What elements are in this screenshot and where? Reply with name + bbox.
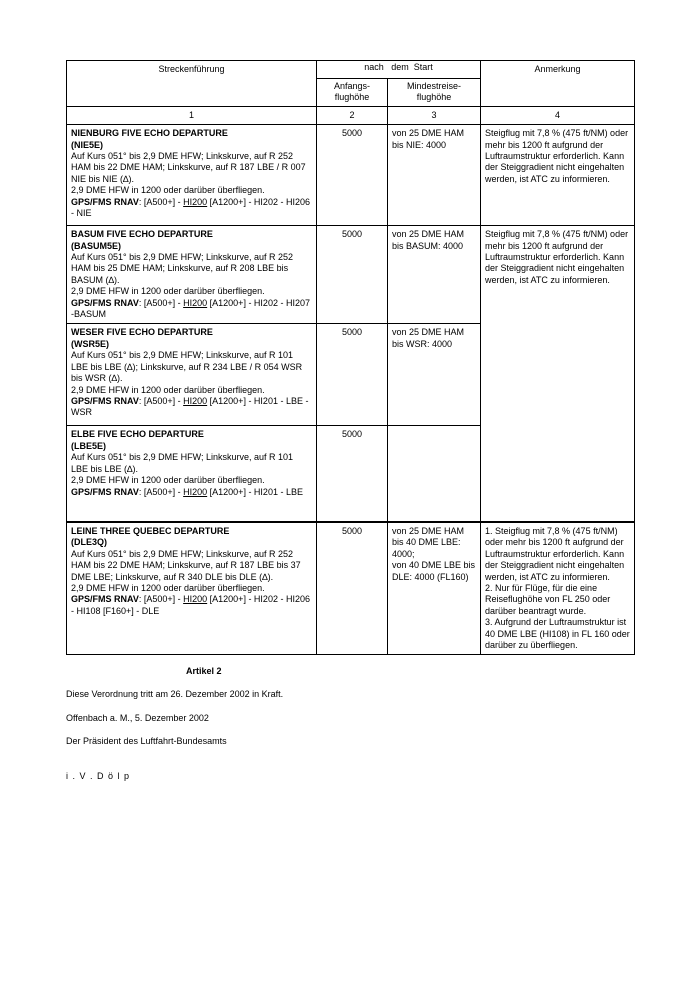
route-overfly-note: 2,9 DME HFW in 1200 oder darüber überfliegen. bbox=[71, 583, 265, 593]
signature: i . V . D ö l p bbox=[66, 771, 131, 781]
minimum-altitude: von 25 DME HAM bis BASUM: 4000 bbox=[388, 226, 481, 324]
column-number-4: 4 bbox=[481, 106, 635, 124]
route-description: Auf Kurs 051° bis 2,9 DME HFW; Linkskurve, auf R 252 HAM bis 22 DME HAM; Linkskurve, auf R 187 LBE / R 007 NIE bis NIE (∆). bbox=[71, 151, 306, 184]
route-overfly-note: 2,9 DME HFW in 1200 oder darüber überfliegen. bbox=[71, 286, 265, 297]
initial-altitude: 5000 bbox=[317, 125, 388, 226]
route-title: LEINE THREE QUEBEC DEPARTURE bbox=[71, 525, 230, 536]
route-cell bbox=[67, 522, 317, 655]
table-row bbox=[67, 226, 635, 324]
route-cell bbox=[67, 324, 317, 426]
route-description: Auf Kurs 051° bis 2,9 DME HFW; Linkskurve, auf R 101 LBE bis LBE (∆); Linkskurve, auf R 234 LBE / R 054 WSR bis WSR (∆). bbox=[71, 350, 303, 384]
gps-route: GPS/FMS RNAV: [A500+] - HI200 [A1200+] - HI202 - HI206 - HI108 [F160+] - DLE bbox=[71, 594, 310, 616]
minimum-altitude: von 25 DME HAM bis WSR: 4000 bbox=[388, 324, 481, 426]
initial-altitude: 5000 bbox=[317, 426, 388, 522]
route-overfly-note: 2,9 DME HFW in 1200 oder darüber überfliegen. bbox=[71, 475, 265, 486]
authority-title: Der Präsident des Luftfahrt-Bundesamts bbox=[66, 736, 227, 746]
route-description: Auf Kurs 051° bis 2,9 DME HFW; Linkskurve, auf R 252 HAM bis 25 DME HAM; Linkskurve, auf R 208 LBE bis BASUM (∆). bbox=[71, 252, 294, 285]
column-number-2: 2 bbox=[317, 106, 388, 124]
effective-date-text: Diese Verordnung tritt am 26. Dezember 2002 in Kraft. bbox=[66, 689, 284, 699]
route-cell bbox=[67, 426, 317, 522]
gps-route: GPS/FMS RNAV: [A500+] - HI200 [A1200+] - HI201 - LBE bbox=[71, 486, 303, 497]
minimum-altitude: von 25 DME HAM bis NIE: 4000 bbox=[388, 125, 481, 226]
header-after-start: nach dem Start bbox=[317, 61, 481, 79]
column-number-3: 3 bbox=[388, 106, 481, 124]
header-initial-altitude: Anfangs- flughöhe bbox=[317, 79, 388, 107]
gps-route: GPS/FMS RNAV: [A500+] - HI200 [A1200+] - HI202 - HI207 -BASUM bbox=[71, 297, 310, 320]
remark: Steigflug mit 7,8 % (475 ft/NM) oder mehr bis 1200 ft aufgrund der Luftraumstruktur erforderlich. Kann der Steiggradient nicht eingehalten werden, ist ATC zu informieren. bbox=[481, 125, 635, 226]
route-cell bbox=[67, 125, 317, 226]
route-title: NIENBURG FIVE ECHO DEPARTURE bbox=[71, 128, 228, 139]
gps-route: GPS/FMS RNAV: [A500+] - HI200 [A1200+] - HI202 - HI206 - NIE bbox=[71, 196, 310, 219]
header-route: Streckenführung bbox=[67, 61, 317, 107]
minimum-altitude bbox=[388, 426, 481, 522]
initial-altitude: 5000 bbox=[317, 522, 388, 655]
route-code: (BASUM5E) bbox=[71, 240, 122, 251]
route-code: (WSR5E) bbox=[71, 338, 109, 349]
route-code: (NIE5E) bbox=[71, 139, 104, 150]
minimum-altitude: von 25 DME HAM bis 40 DME LBE: 4000; von 40 DME LBE bis DLE: 4000 (FL160) bbox=[388, 522, 481, 655]
route-overfly-note: 2,9 DME HFW in 1200 oder darüber überfliegen. bbox=[71, 384, 265, 395]
initial-altitude: 5000 bbox=[317, 324, 388, 426]
header-minimum-altitude: Mindestreise- flughöhe bbox=[388, 79, 481, 107]
route-description: Auf Kurs 051° bis 2,9 DME HFW; Linkskurve, auf R 101 LBE bis LBE (∆). bbox=[71, 452, 294, 474]
table-row bbox=[67, 522, 635, 655]
route-title: WESER FIVE ECHO DEPARTURE bbox=[71, 327, 213, 338]
route-cell bbox=[67, 226, 317, 324]
column-number-1: 1 bbox=[67, 106, 317, 124]
remark: 1. Steigflug mit 7,8 % (475 ft/NM) oder mehr bis 1200 ft aufgrund der Luftraumstruktur erforderlich. Kann der Steiggradient nicht eingehalten werden, ist ATC zu informieren. 2. Nur für Flüge, für die eine Reiseflughöhe von FL 250 oder darüber beantragt wurde. 3. Aufgrund der Luftraumstruktur ist 40 DME LBE (HI108) in FL 160 oder darüber zu überfliegen. bbox=[481, 522, 635, 655]
route-overfly-note: 2,9 DME HFW in 1200 oder darüber überfliegen. bbox=[71, 185, 265, 196]
route-description: Auf Kurs 051° bis 2,9 DME HFW; Linkskurve, auf R 252 HAM bis 22 DME HAM; Linkskurve, auf R 187 LBE bis 37 DME LBE; Linkskurve, auf R 340 DLE bis DLE (∆). bbox=[71, 548, 301, 582]
route-title: ELBE FIVE ECHO DEPARTURE bbox=[71, 429, 204, 440]
remark: Steigflug mit 7,8 % (475 ft/NM) oder mehr bis 1200 ft aufgrund der Luftraumstruktur erforderlich. Kann der Steiggradient nicht eingehalten werden, ist ATC zu informieren. bbox=[481, 226, 635, 522]
departure-routes-table bbox=[66, 60, 635, 655]
route-title: BASUM FIVE ECHO DEPARTURE bbox=[71, 229, 213, 240]
table-row bbox=[67, 125, 635, 226]
gps-route: GPS/FMS RNAV: [A500+] - HI200 [A1200+] - HI201 - LBE - WSR bbox=[71, 395, 309, 418]
article-heading: Artikel 2 bbox=[186, 666, 222, 676]
route-code: (LBE5E) bbox=[71, 440, 107, 451]
place-date: Offenbach a. M., 5. Dezember 2002 bbox=[66, 713, 209, 723]
route-code: (DLE3Q) bbox=[71, 537, 107, 548]
initial-altitude: 5000 bbox=[317, 226, 388, 324]
header-remark: Anmerkung bbox=[481, 61, 635, 107]
